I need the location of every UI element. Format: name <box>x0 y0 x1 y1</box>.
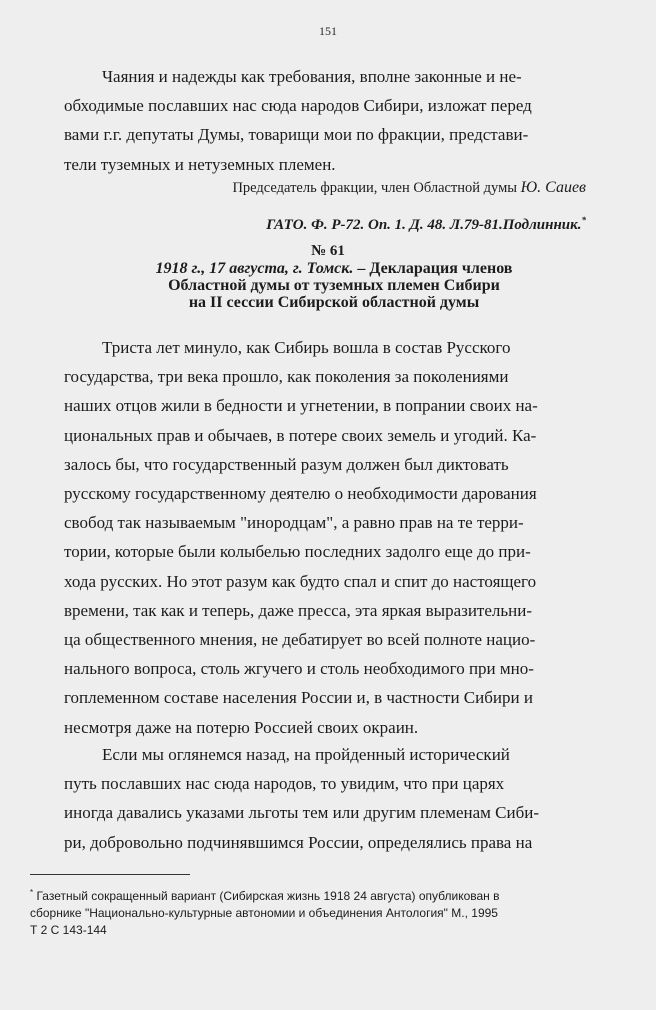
paragraph-line: Чаяния и надежды как требования, вполне законные и не- <box>102 67 522 86</box>
paragraph-line: иногда давались указами льготы тем или другим племенам Сиби- <box>64 803 540 823</box>
heading-line-2: Областной думы от туземных племен Сибири <box>168 277 500 294</box>
archive-reference <box>60 210 586 235</box>
footnote-line: сборнике "Национально-культурные автономии и объединения Антология" М., 1995 <box>30 906 498 920</box>
paragraph-line: обходимые пославших нас сюда народов Сибири, изложат перед <box>64 96 532 116</box>
heading-line-1 <box>64 260 604 277</box>
footnote-line: Т 2 С 143-144 <box>30 923 107 937</box>
footnote-mark: * <box>581 215 586 225</box>
paragraph-line: наших отцов жили в бедности и угнетении, в попрании своих на- <box>64 396 538 416</box>
document-heading <box>64 260 604 311</box>
paragraph-line: нального вопроса, столь жгучего и столь необходимого при мно- <box>64 659 534 679</box>
archive-reference-text: ГАТО. Ф. Р-72. Оп. 1. Д. 48. Л.79-81.Подлинник. <box>266 217 582 233</box>
top-paragraph <box>64 62 604 179</box>
signature <box>60 178 586 198</box>
paragraph-line: Триста лет минуло, как Сибирь вошла в состав Русского <box>102 338 511 357</box>
paragraph-line: Если мы оглянемся назад, на пройденный исторический <box>102 745 510 764</box>
document-number: № 61 <box>311 243 345 259</box>
heading-line-3: на II сессии Сибирской областной думы <box>188 294 480 311</box>
paragraph-line: ца общественного мнения, не дебатирует во всей полноте нацио- <box>64 630 536 650</box>
paragraph-line: залось бы, что государственный разум должен был диктовать <box>64 454 509 474</box>
footnote-divider <box>30 874 190 875</box>
paragraph-line: русскому государственному деятелю о необходимости дарования <box>64 484 537 504</box>
paragraph-line: свобод так называемым "инородцам", а равно прав на те терри- <box>64 513 524 533</box>
paragraph-line: государства, три века прошло, как поколения за поколениями <box>64 367 509 387</box>
footnote-line: * Газетный сокращенный вариант (Сибирская жизнь 1918 24 августа) опубликован в <box>30 888 500 903</box>
paragraph-line: гоплеменном составе населения России и, в частности Сибири и <box>64 688 533 708</box>
paragraph-line: времени, так как и теперь, даже пресса, эта яркая выразительни- <box>64 600 532 620</box>
document-date-place: 1918 г., 17 августа, г. Томск. <box>155 260 354 277</box>
footnote-mark: * <box>30 888 34 897</box>
signature-role: Председатель фракции, член Областной думы <box>232 180 518 196</box>
paragraph-line: вами г.г. депутаты Думы, товарищи мои по фракции, представи- <box>64 125 529 145</box>
paragraph-line: циональных прав и обычаев, в потере своих земель и угодий. Ка- <box>64 425 537 445</box>
signature-name: Ю. Саиев <box>520 179 586 196</box>
paragraph-line: ри, добровольно подчинявшимся России, определялись права на <box>64 832 533 852</box>
paragraph-line: путь пославших нас сюда народов, то увидим, что при царях <box>64 774 505 794</box>
paragraph-line: тории, которые были колыбелью последних задолго еще до при- <box>64 542 531 562</box>
paragraph-line: несмотря даже на потерю Россией своих окраин. <box>64 717 419 737</box>
footnote <box>30 884 590 939</box>
paragraph-2 <box>64 740 604 857</box>
paragraph-line: тели туземных и нетуземных племен. <box>64 154 336 174</box>
page-number: 151 <box>319 24 337 38</box>
document-title-part: – Декларация членов <box>357 260 513 277</box>
paragraph-line: хода русских. Но этот разум как будто спал и спит до настоящего <box>64 571 537 591</box>
paragraph-1 <box>64 333 604 742</box>
